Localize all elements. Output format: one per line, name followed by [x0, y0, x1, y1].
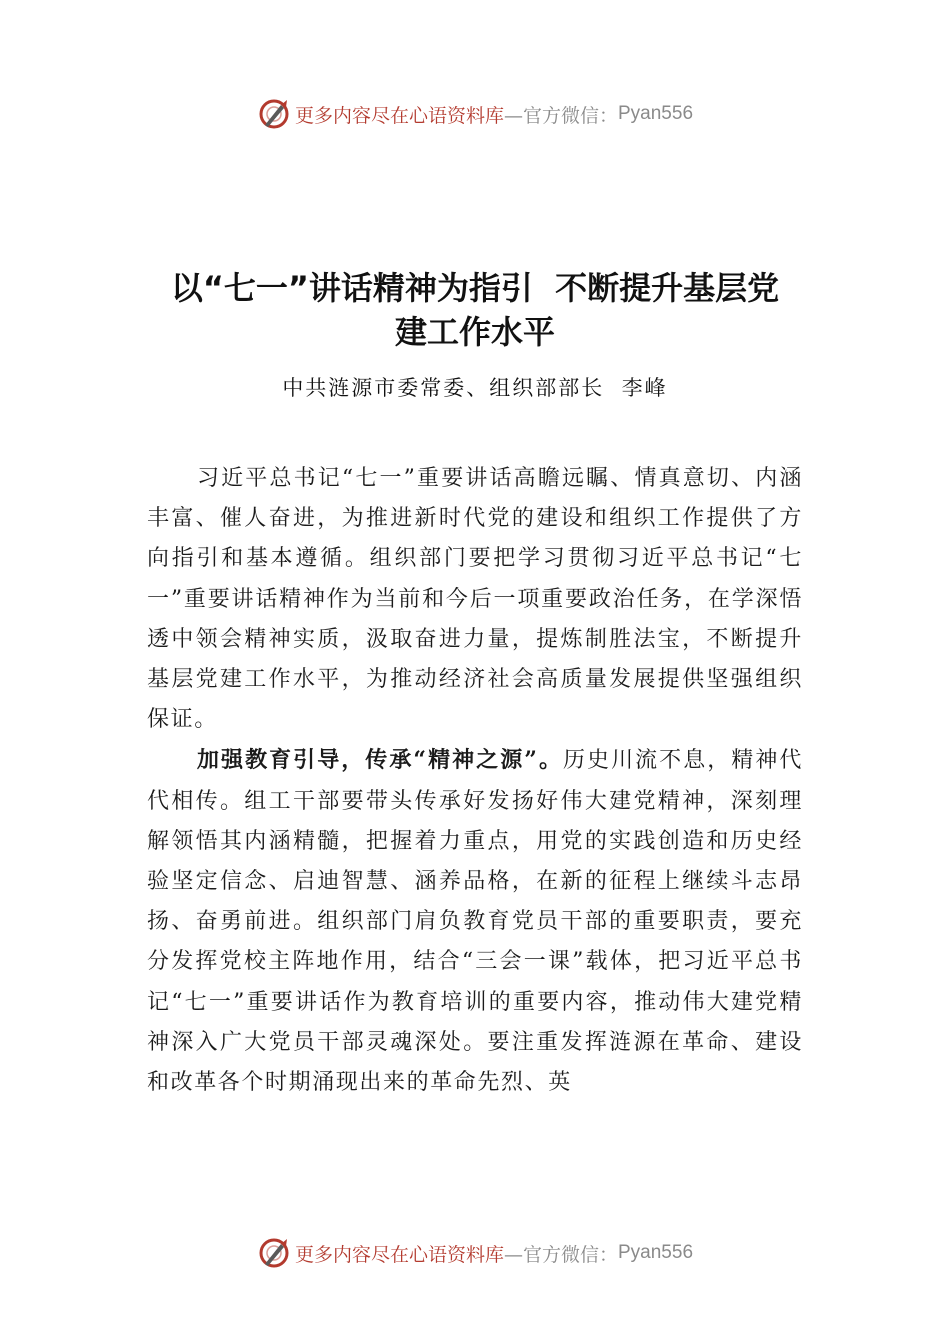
- paragraph-lead-heading: 加强教育引导，传承“精神之源”。: [197, 747, 563, 774]
- author-byline: 中共涟源市委常委、组织部部长 李峰: [282, 376, 668, 400]
- watermark-wechat-id: Pyan556: [618, 1242, 694, 1263]
- watermark-separator-text: —官方微信：: [503, 1243, 618, 1266]
- watermark-main-text: 更多内容尽在心语资料库: [294, 1243, 504, 1266]
- quill-pen-logo-icon: [257, 1236, 291, 1270]
- watermark-wechat-id: Pyan556: [618, 103, 694, 124]
- paragraph-text: 习近平总书记“七一”重要讲话高瞻远瞩、情真意切、内涵丰富、催人奋进，为推进新时代党的建设和组织工作提供了方向指引和基本遵循。组织部门要把学习贯彻习近平总书记“七一”重要讲话精神作为当前和今后一项重要政治任务，在学深悟透中领会精神实质，汲取奋进力量，提炼制胜法宝，不断提升基层党建工作水平，为推动经济社会高质量发展提供坚强组织保证。: [147, 466, 803, 733]
- header-watermark: [0, 92, 950, 136]
- paragraph: [147, 740, 803, 1103]
- paragraph: [147, 459, 803, 740]
- article-body: [147, 459, 803, 1103]
- title-line-1: 以“七一”讲话精神为指引 不断提升基层党: [170, 269, 780, 307]
- document-title: [100, 266, 850, 354]
- watermark-separator-text: —官方微信：: [503, 104, 618, 127]
- title-line-2: 建工作水平: [394, 313, 555, 351]
- paragraph-text: 历史川流不息，精神代代相传。组工干部要带头传承好发扬好伟大建党精神，深刻理解领悟其内涵精髓，把握着力重点，用党的实践创造和历史经验坚定信念、启迪智慧、涵养品格，在新的征程上继续斗志昂扬、奋勇前进。组织部门肩负教育党员干部的重要职责，要充分发挥党校主阵地作用，结合“三会一课”载体，把习近平总书记“七一”重要讲话作为教育培训的重要内容，推动伟大建党精神深入广大党员干部灵魂深处。要注重发挥涟源在革命、建设和改革各个时期涌现出来的革命先烈、英: [147, 748, 803, 1096]
- quill-pen-logo-icon: [257, 97, 291, 131]
- footer-watermark: [0, 1231, 950, 1275]
- watermark-main-text: 更多内容尽在心语资料库: [294, 104, 504, 127]
